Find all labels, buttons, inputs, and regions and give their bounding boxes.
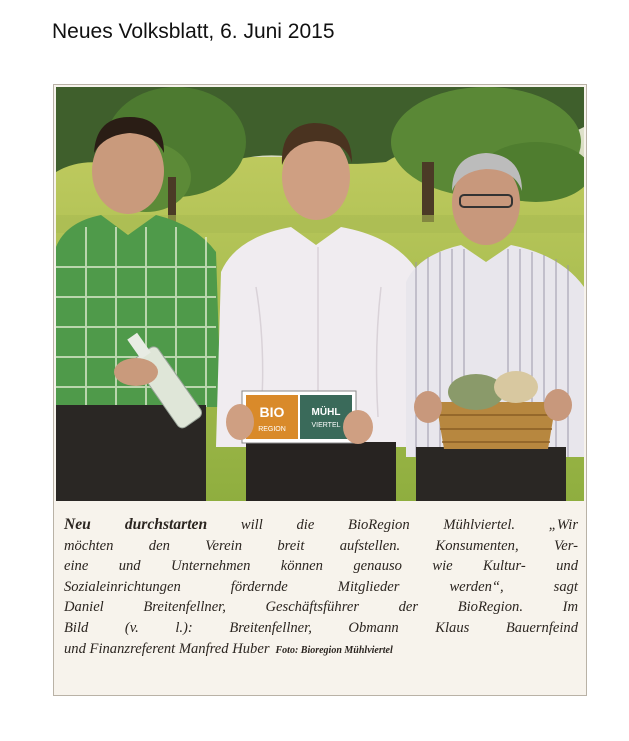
caption-line-4: Sozialeinrichtungen fördernde Mitglieder werden“, sagt: [64, 578, 578, 595]
caption-line-3: eine und Unternehmen können genauso wie Kultur- und: [64, 558, 578, 575]
caption-line-6: Bild (v. l.): Breitenfellner, Obmann Klaus Bauernfeind: [64, 619, 578, 636]
caption-line-5: Daniel Breitenfellner, Geschäftsführer der BioRegion. Im: [64, 599, 578, 616]
caption-line-7-text: und Finanzreferent Manfred Huber: [64, 640, 270, 657]
photo-caption: [64, 515, 578, 661]
newspaper-source-date: Neues Volksblatt, 6. Juni 2015: [52, 20, 335, 43]
caption-lead: Neu durchstarten: [64, 516, 208, 533]
sign-muehl-text: MÜHL: [311, 407, 341, 418]
photo-illustration: [56, 87, 584, 501]
sign-viertel-text: VIERTEL: [311, 422, 341, 429]
sign-region-text: REGION: [258, 426, 286, 433]
caption-line-7: [64, 639, 578, 662]
sign-bio-text: BIO: [259, 404, 285, 420]
photo-credit: Foto: Bioregion Mühlviertel: [275, 644, 393, 656]
caption-line-2: möchten den Verein breit aufstellen. Konsumenten, Ver-: [64, 537, 578, 554]
caption-line-1-text: will die BioRegion Mühlviertel. „Wir: [207, 517, 578, 533]
newspaper-clipping: [53, 84, 587, 696]
caption-line-1: [64, 515, 578, 536]
press-photo: [56, 87, 584, 501]
